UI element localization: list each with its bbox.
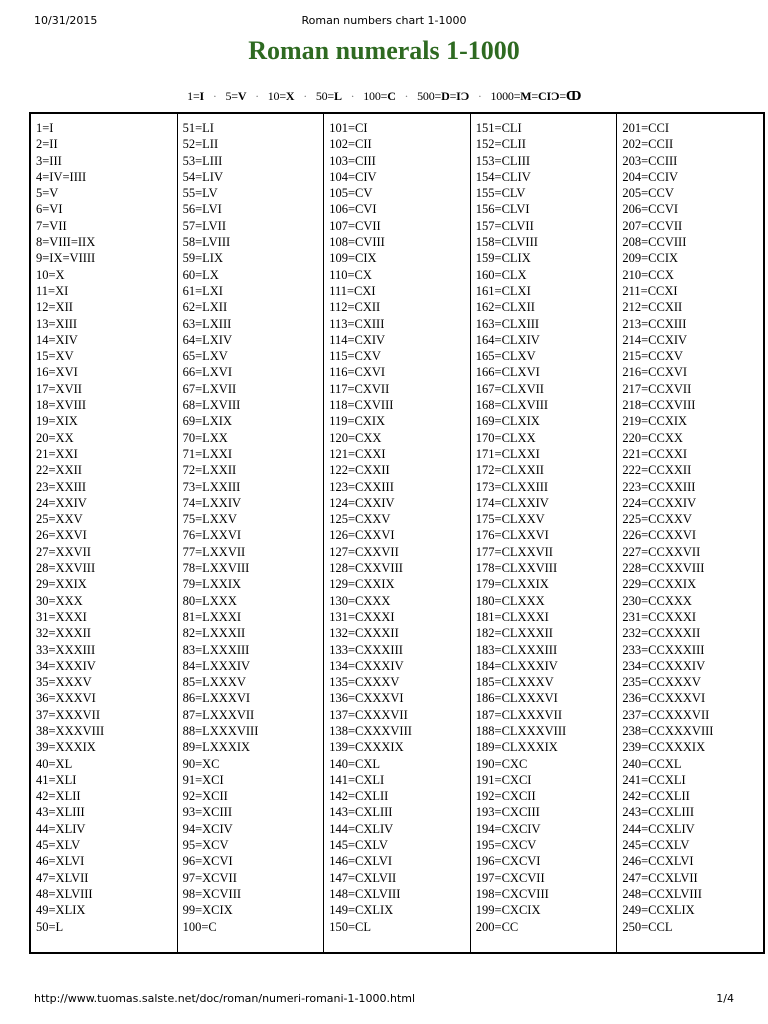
table-cell: 72=LXXII <box>182 463 237 478</box>
legend-item-50: 50=L <box>315 89 342 103</box>
table-cell: 218=CCXVIII <box>622 398 696 413</box>
table-cell: 211=CCXI <box>622 283 678 298</box>
table-cell: 182=CLXXXII <box>475 626 553 641</box>
table-cell: 219=CCXIX <box>622 414 688 429</box>
table-cell: 222=CCXXII <box>622 463 692 478</box>
table-cell: 61=LXI <box>182 283 223 298</box>
table-cell: 178=CLXXVIII <box>475 561 558 576</box>
table-cell: 105=CV <box>329 186 373 201</box>
table-cell: 84=LXXXIV <box>182 658 251 673</box>
table-cell: 3=III <box>36 153 62 168</box>
table-cell: 78=LXXVIII <box>182 561 250 576</box>
table-cell: 169=CLXIX <box>475 414 540 429</box>
table-cell: 240=CCXL <box>622 756 682 771</box>
table-cell: 139=CXXXIX <box>329 740 404 755</box>
table-cell: 205=CCV <box>622 186 674 201</box>
table-cell: 28=XXVIII <box>36 561 96 576</box>
table-cell: 227=CCXXVII <box>622 544 701 559</box>
table-cell: 138=CXXXVIII <box>329 723 412 738</box>
table-cell: 250=CCL <box>622 919 673 934</box>
table-cell: 70=LXX <box>182 430 228 445</box>
table-cell: 156=CLVI <box>475 202 530 217</box>
table-cell: 133=CXXXIII <box>329 642 403 657</box>
legend-separator: · <box>350 89 355 103</box>
table-cell: 37=XXXVII <box>36 707 100 722</box>
table-cell: 67=LXVII <box>182 381 237 396</box>
table-cell: 147=CXLVII <box>329 870 397 885</box>
table-cell: 183=CLXXXIII <box>475 642 558 657</box>
table-cell: 94=XCIV <box>182 821 233 836</box>
table-cell: 142=CXLII <box>329 789 389 804</box>
table-cell: 131=CXXXI <box>329 609 395 624</box>
table-cell: 91=XCI <box>182 772 224 787</box>
table-cell: 232=CCXXXII <box>622 626 701 641</box>
table-cell: 85=LXXXV <box>182 675 246 690</box>
table-column-51-100 <box>178 114 325 952</box>
table-cell: 234=CCXXXIV <box>622 658 706 673</box>
table-cell: 11=XI <box>36 283 69 298</box>
table-cell: 233=CCXXXIII <box>622 642 705 657</box>
table-cell: 30=XXX <box>36 593 83 608</box>
table-cell: 185=CLXXXV <box>475 675 554 690</box>
table-cell: 82=LXXXII <box>182 626 246 641</box>
table-cell: 55=LV <box>182 186 218 201</box>
table-cell: 44=XLIV <box>36 821 86 836</box>
table-cell: 23=XXIII <box>36 479 87 494</box>
symbol-legend <box>0 89 768 104</box>
table-cell: 188=CLXXXVIII <box>475 723 567 738</box>
table-cell: 154=CLIV <box>475 169 531 184</box>
table-cell: 224=CCXXIV <box>622 495 697 510</box>
table-cell: 76=LXXVI <box>182 528 242 543</box>
table-cell: 99=XCIX <box>182 903 233 918</box>
table-cell: 208=CCVIII <box>622 235 687 250</box>
table-cell: 122=CXXII <box>329 463 390 478</box>
table-cell: 173=CLXXIII <box>475 479 549 494</box>
table-cell: 214=CCXIV <box>622 332 688 347</box>
table-cell: 229=CCXXIX <box>622 577 697 592</box>
table-cell: 247=CCXLVII <box>622 870 698 885</box>
table-cell: 145=CXLV <box>329 838 388 853</box>
legend-item-10: 10=X <box>267 89 295 103</box>
table-cell: 204=CCIV <box>622 169 679 184</box>
table-cell: 34=XXXIV <box>36 658 96 673</box>
legend-item-1: 1=I <box>187 89 205 103</box>
table-cell: 14=XIV <box>36 332 78 347</box>
table-cell: 245=CCXLV <box>622 838 690 853</box>
source-url: http://www.tuomas.salste.net/doc/roman/numeri-romani-1-1000.html <box>34 992 416 1005</box>
legend-separator: · <box>255 89 259 103</box>
table-cell: 108=CVIII <box>329 235 385 250</box>
print-doc-title: Roman numbers chart 1-1000 <box>301 14 467 27</box>
table-cell: 90=XC <box>182 756 220 771</box>
legend-separator: · <box>404 89 409 103</box>
table-cell: 175=CLXXV <box>475 512 545 527</box>
table-cell: 195=CXCV <box>475 838 537 853</box>
table-cell: 174=CLXXIV <box>475 495 549 510</box>
table-cell: 239=CCXXXIX <box>622 740 706 755</box>
table-cell: 202=CCII <box>622 137 674 152</box>
table-cell: 155=CLV <box>475 186 526 201</box>
table-cell: 117=CXVII <box>329 381 390 396</box>
table-cell: 181=CLXXXI <box>475 609 549 624</box>
table-cell: 220=CCXX <box>622 430 683 445</box>
table-cell: 81=LXXXI <box>182 609 242 624</box>
table-cell: 39=XXXIX <box>36 740 96 755</box>
table-cell: 249=CCXLIX <box>622 903 695 918</box>
table-cell: 125=CXXV <box>329 512 391 527</box>
table-cell: 190=CXC <box>475 756 528 771</box>
table-cell: 221=CCXXI <box>622 446 688 461</box>
table-cell: 164=CLXIV <box>475 332 540 347</box>
table-cell: 167=CLXVII <box>475 381 544 396</box>
table-cell: 146=CXLVI <box>329 854 393 869</box>
table-cell: 9=IX=VIIII <box>36 251 96 266</box>
table-cell: 114=CXIV <box>329 332 386 347</box>
table-cell: 216=CCXVI <box>622 365 688 380</box>
table-cell: 52=LII <box>182 137 219 152</box>
table-cell: 100=C <box>182 919 217 934</box>
table-cell: 172=CLXXII <box>475 463 544 478</box>
table-cell: 135=CXXXV <box>329 675 400 690</box>
table-cell: 165=CLXV <box>475 349 536 364</box>
table-cell: 191=CXCI <box>475 772 532 787</box>
table-cell: 15=XV <box>36 349 74 364</box>
table-cell: 170=CLXX <box>475 430 536 445</box>
table-cell: 217=CCXVII <box>622 381 692 396</box>
table-cell: 119=CXIX <box>329 414 386 429</box>
table-cell: 66=LXVI <box>182 365 232 380</box>
table-cell: 130=CXXX <box>329 593 391 608</box>
table-cell: 171=CLXXI <box>475 446 540 461</box>
table-cell: 244=CCXLIV <box>622 821 695 836</box>
table-cell: 151=CLI <box>475 121 522 135</box>
table-cell: 121=CXXI <box>329 446 386 461</box>
table-cell: 75=LXXV <box>182 512 237 527</box>
table-cell: 45=XLV <box>36 838 81 853</box>
table-cell: 242=CCXLII <box>622 789 690 804</box>
table-cell: 228=CCXXVIII <box>622 561 705 576</box>
table-cell: 74=LXXIV <box>182 495 242 510</box>
legend-separator: · <box>477 89 482 103</box>
table-cell: 50=L <box>36 919 64 934</box>
table-cell: 27=XXVII <box>36 544 91 559</box>
table-cell: 226=CCXXVI <box>622 528 697 543</box>
table-cell: 62=LXII <box>182 300 228 315</box>
table-cell: 73=LXXIII <box>182 479 241 494</box>
table-cell: 38=XXXVIII <box>36 723 105 738</box>
table-column-151-200 <box>471 114 618 952</box>
table-cell: 246=CCXLVI <box>622 854 694 869</box>
table-cell: 29=XXIX <box>36 577 87 592</box>
table-cell: 210=CCX <box>622 267 674 282</box>
legend-item-100: 100=C <box>363 89 396 103</box>
table-cell: 112=CXII <box>329 300 381 315</box>
legend-item-500: 500=D=IƆ <box>417 89 470 103</box>
table-cell: 64=LXIV <box>182 332 232 347</box>
table-cell: 162=CLXII <box>475 300 535 315</box>
table-cell: 113=CXIII <box>329 316 385 331</box>
table-cell: 157=CLVII <box>475 218 534 233</box>
table-cell: 88=LXXXVIII <box>182 723 259 738</box>
table-cell: 127=CXXVII <box>329 544 399 559</box>
table-cell: 68=LXVIII <box>182 398 241 413</box>
table-cell: 12=XII <box>36 300 73 315</box>
table-cell: 248=CCXLVIII <box>622 886 702 901</box>
table-cell: 51=LI <box>182 121 214 135</box>
table-cell: 168=CLXVIII <box>475 398 549 413</box>
table-cell: 241=CCXLI <box>622 772 686 787</box>
table-cell: 158=CLVIII <box>475 235 538 250</box>
table-cell: 79=LXXIX <box>182 577 242 592</box>
legend-item-5: 5=V <box>225 89 247 103</box>
table-cell: 77=LXXVII <box>182 544 246 559</box>
table-cell: 95=XCV <box>182 838 229 853</box>
table-cell: 92=XCII <box>182 789 228 804</box>
table-cell: 184=CLXXXIV <box>475 658 558 673</box>
table-cell: 132=CXXXII <box>329 626 399 641</box>
table-column-101-150 <box>324 114 471 952</box>
table-cell: 196=CXCVI <box>475 854 541 869</box>
table-cell: 179=CLXXIX <box>475 577 549 592</box>
table-cell: 97=XCVII <box>182 870 237 885</box>
table-cell: 86=LXXXVI <box>182 691 251 706</box>
table-cell: 22=XXII <box>36 463 82 478</box>
table-cell: 109=CIX <box>329 251 377 266</box>
table-cell: 26=XXVI <box>36 528 87 543</box>
table-cell: 116=CXVI <box>329 365 386 380</box>
table-cell: 33=XXXIII <box>36 642 96 657</box>
table-cell: 166=CLXVI <box>475 365 540 380</box>
table-column-1-50 <box>31 114 178 952</box>
table-cell: 124=CXXIV <box>329 495 395 510</box>
table-cell: 225=CCXXV <box>622 512 692 527</box>
table-cell: 120=CXX <box>329 430 382 445</box>
table-cell: 48=XLVIII <box>36 886 93 901</box>
table-cell: 54=LIV <box>182 169 223 184</box>
table-cell: 56=LVI <box>182 202 222 217</box>
table-cell: 32=XXXII <box>36 626 91 641</box>
table-cell: 7=VII <box>36 218 67 233</box>
table-cell: 107=CVII <box>329 218 381 233</box>
table-cell: 215=CCXV <box>622 349 683 364</box>
table-cell: 106=CVI <box>329 202 377 217</box>
table-cell: 159=CLIX <box>475 251 531 266</box>
table-cell: 17=XVII <box>36 381 82 396</box>
table-cell: 235=CCXXXV <box>622 675 701 690</box>
table-cell: 35=XXXV <box>36 675 92 690</box>
table-cell: 2=II <box>36 137 58 152</box>
table-cell: 31=XXXI <box>36 609 87 624</box>
table-cell: 148=CXLVIII <box>329 886 401 901</box>
print-header <box>34 14 734 30</box>
table-cell: 136=CXXXVI <box>329 691 404 706</box>
table-cell: 177=CLXXVII <box>475 544 553 559</box>
table-cell: 36=XXXVI <box>36 691 96 706</box>
print-footer <box>34 992 734 1008</box>
table-cell: 21=XXI <box>36 446 78 461</box>
table-cell: 115=CXV <box>329 349 381 364</box>
table-cell: 203=CCIII <box>622 153 678 168</box>
table-cell: 187=CLXXXVII <box>475 707 562 722</box>
table-cell: 209=CCIX <box>622 251 679 266</box>
table-cell: 58=LVIII <box>182 235 231 250</box>
table-cell: 230=CCXXX <box>622 593 692 608</box>
table-cell: 69=LXIX <box>182 414 232 429</box>
table-cell: 140=CXL <box>329 756 380 771</box>
table-cell: 152=CLII <box>475 137 526 152</box>
page-title: Roman numerals 1-1000 <box>248 36 520 65</box>
table-cell: 65=LXV <box>182 349 228 364</box>
table-cell: 53=LIII <box>182 153 223 168</box>
table-cell: 223=CCXXIII <box>622 479 696 494</box>
table-cell: 103=CIII <box>329 153 376 168</box>
table-cell: 144=CXLIV <box>329 821 394 836</box>
legend-item-1000: 1000=M=CIƆ=ↀ <box>490 89 581 103</box>
table-cell: 236=CCXXXVI <box>622 691 706 706</box>
table-cell: 111=CXI <box>329 283 376 298</box>
table-cell: 231=CCXXXI <box>622 609 697 624</box>
table-cell: 197=CXCVII <box>475 870 545 885</box>
table-cell: 87=LXXXVII <box>182 707 255 722</box>
table-cell: 194=CXCIV <box>475 821 541 836</box>
table-cell: 42=XLII <box>36 789 81 804</box>
table-cell: 16=XVI <box>36 365 78 380</box>
table-cell: 89=LXXXIX <box>182 740 251 755</box>
table-cell: 243=CCXLIII <box>622 805 694 820</box>
table-cell: 57=LVII <box>182 218 226 233</box>
table-cell: 25=XXV <box>36 512 83 527</box>
table-cell: 49=XLIX <box>36 903 86 918</box>
table-cell: 80=LXXX <box>182 593 237 608</box>
table-cell: 8=VIII=IIX <box>36 235 96 250</box>
table-cell: 160=CLX <box>475 267 527 282</box>
table-cell: 24=XXIV <box>36 495 87 510</box>
print-date: 10/31/2015 <box>34 14 98 27</box>
table-cell: 43=XLIII <box>36 805 85 820</box>
table-cell: 63=LXIII <box>182 316 232 331</box>
table-cell: 150=CL <box>329 919 371 934</box>
table-cell: 93=XCIII <box>182 805 232 820</box>
table-cell: 193=CXCIII <box>475 805 540 820</box>
table-cell: 98=XCVIII <box>182 886 242 901</box>
table-cell: 176=CLXXVI <box>475 528 549 543</box>
table-cell: 206=CCVI <box>622 202 679 217</box>
table-cell: 40=XL <box>36 756 73 771</box>
table-cell: 19=XIX <box>36 414 78 429</box>
legend-separator: · <box>303 89 307 103</box>
table-cell: 10=X <box>36 267 65 282</box>
page-number: 1/4 <box>716 992 734 1005</box>
table-cell: 201=CCI <box>622 121 670 135</box>
table-column-201-250 <box>617 114 763 952</box>
table-cell: 104=CIV <box>329 169 377 184</box>
table-cell: 238=CCXXXVIII <box>622 723 714 738</box>
table-cell: 143=CXLIII <box>329 805 393 820</box>
table-cell: 161=CLXI <box>475 283 531 298</box>
table-cell: 207=CCVII <box>622 218 683 233</box>
table-cell: 13=XIII <box>36 316 78 331</box>
table-cell: 149=CXLIX <box>329 903 394 918</box>
table-cell: 126=CXXVI <box>329 528 395 543</box>
table-cell: 141=CXLI <box>329 772 385 787</box>
legend-separator: · <box>212 89 217 103</box>
table-cell: 101=CI <box>329 121 368 135</box>
table-cell: 186=CLXXXVI <box>475 691 558 706</box>
table-cell: 213=CCXIII <box>622 316 687 331</box>
table-cell: 192=CXCII <box>475 789 536 804</box>
table-cell: 71=LXXI <box>182 446 232 461</box>
table-cell: 189=CLXXXIX <box>475 740 558 755</box>
table-cell: 129=CXXIX <box>329 577 395 592</box>
table-cell: 60=LX <box>182 267 219 282</box>
table-cell: 123=CXXIII <box>329 479 394 494</box>
table-cell: 96=XCVI <box>182 854 233 869</box>
table-cell: 1=I <box>36 121 54 135</box>
table-cell: 18=XVIII <box>36 398 87 413</box>
table-cell: 212=CCXII <box>622 300 683 315</box>
table-cell: 110=CX <box>329 267 372 282</box>
table-cell: 134=CXXXIV <box>329 658 404 673</box>
table-cell: 199=CXCIX <box>475 903 541 918</box>
table-cell: 102=CII <box>329 137 372 152</box>
table-cell: 59=LIX <box>182 251 223 266</box>
table-cell: 83=LXXXIII <box>182 642 250 657</box>
table-cell: 163=CLXIII <box>475 316 540 331</box>
table-cell: 41=XLI <box>36 772 77 787</box>
table-cell: 137=CXXXVII <box>329 707 408 722</box>
table-cell: 46=XLVI <box>36 854 85 869</box>
roman-numerals-table <box>29 112 765 954</box>
table-cell: 153=CLIII <box>475 153 531 168</box>
table-cell: 237=CCXXXVII <box>622 707 710 722</box>
table-cell: 180=CLXXX <box>475 593 545 608</box>
table-cell: 5=V <box>36 186 59 201</box>
table-cell: 200=CC <box>475 919 519 934</box>
table-cell: 118=CXVIII <box>329 398 394 413</box>
table-cell: 20=XX <box>36 430 74 445</box>
table-cell: 4=IV=IIII <box>36 169 87 184</box>
table-cell: 198=CXCVIII <box>475 886 549 901</box>
table-cell: 128=CXXVIII <box>329 561 403 576</box>
table-cell: 47=XLVII <box>36 870 89 885</box>
table-cell: 6=VI <box>36 202 63 217</box>
